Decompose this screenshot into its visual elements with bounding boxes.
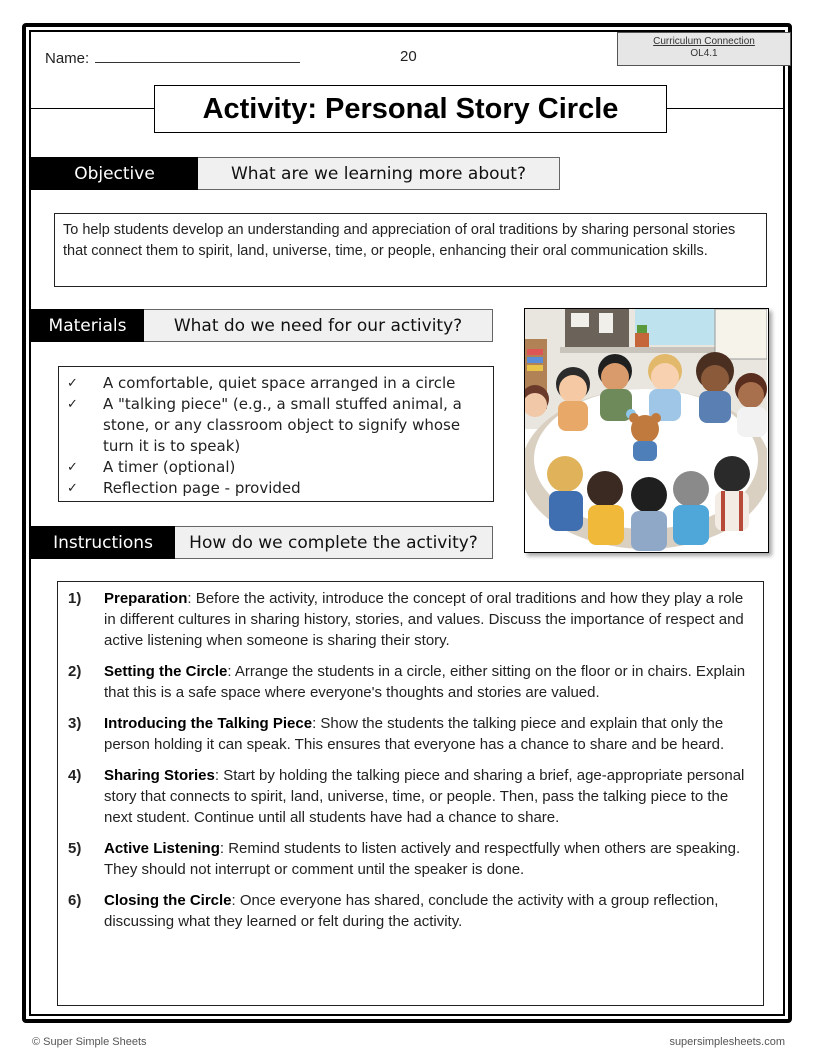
step-text: : Before the activity, introduce the concept of oral traditions and how they play a role in different cultures in sharing history, stories, and values. Discuss the importance of respect and active listening when someone is sharing their story. <box>104 590 744 649</box>
objective-question: What are we learning more about? <box>198 157 560 190</box>
instructions-header <box>31 526 493 559</box>
instruction-step <box>68 661 755 703</box>
checkmark-icon: ✓ <box>67 460 78 475</box>
step-title: Closing the Circle <box>104 892 232 909</box>
footer-website-link[interactable]: supersimplesheets.com <box>669 1036 785 1048</box>
step-number: 2) <box>68 663 82 680</box>
step-text: : Start by holding the talking piece and sharing a brief, age-appropriate personal story that connects to spirit, land, universe, time, or people. Then, pass the talking piece to the next student. Continue until all students have had a chance to share. <box>104 767 745 826</box>
step-text: : Once everyone has shared, conclude the activity with a group reflection, discussing what they learned or felt during the activity. <box>104 892 719 930</box>
step-number: 4) <box>68 767 82 784</box>
materials-item: ✓ A comfortable, quiet space arranged in a circle <box>67 374 456 392</box>
name-label: Name: <box>45 50 90 67</box>
curriculum-heading: Curriculum Connection <box>653 36 755 47</box>
instructions-question: How do we complete the activity? <box>175 526 493 559</box>
instructions-box <box>57 581 764 1006</box>
step-number: 1) <box>68 590 82 607</box>
step-text: : Remind students to listen actively and respectfully when others are speaking. They should not interrupt or comment until the speaker is done. <box>104 840 741 878</box>
step-title: Active Listening <box>104 840 220 857</box>
materials-tag: Materials <box>31 309 144 342</box>
step-title: Introducing the Talking Piece <box>104 715 313 732</box>
step-title: Sharing Stories <box>104 767 215 784</box>
checkmark-icon: ✓ <box>67 376 78 391</box>
step-number: 5) <box>68 840 82 857</box>
instruction-step <box>68 713 755 755</box>
materials-item: ✓ A timer (optional) <box>67 458 236 476</box>
footer-copyright: © Super Simple Sheets <box>32 1036 147 1048</box>
instruction-step <box>68 838 755 880</box>
materials-item: ✓ A "talking piece" (e.g., a small stuffed animal, a stone, or any classroom object to signify whose turn it is to speak) <box>67 395 462 455</box>
objective-text: To help students develop an understanding and appreciation of oral traditions by sharing personal stories that connect them to spirit, land, universe, time, or people, enhancing their oral communication skills. <box>63 222 736 259</box>
checkmark-icon: ✓ <box>67 397 78 412</box>
instructions-list <box>58 582 763 946</box>
materials-item: ✓ Reflection page - provided <box>67 479 301 497</box>
step-title: Setting the Circle <box>104 663 228 680</box>
instructions-tag: Instructions <box>31 526 175 559</box>
story-circle-illustration <box>524 308 769 553</box>
materials-header <box>31 309 493 342</box>
classroom-circle-image <box>525 309 767 551</box>
step-title: Preparation <box>104 590 188 607</box>
objective-header <box>31 157 560 190</box>
objective-tag: Objective <box>31 157 198 190</box>
curriculum-connection-box <box>617 32 791 66</box>
instruction-step <box>68 765 755 828</box>
step-text: : Show the students the talking piece and explain that only the person holding it can speak. This ensures that everyone has a chance to share and be heard. <box>104 715 725 753</box>
materials-box <box>58 366 494 502</box>
page-number: 20 <box>400 48 417 65</box>
step-number: 6) <box>68 892 82 909</box>
name-field[interactable] <box>45 48 300 67</box>
materials-question: What do we need for our activity? <box>144 309 493 342</box>
step-number: 3) <box>68 715 82 732</box>
step-text: : Arrange the students in a circle, either sitting on the floor or in chairs. Explain that this is a safe space where everyone's thoughts and stories are valued. <box>104 663 746 701</box>
instruction-step <box>68 588 755 651</box>
page-title: Activity: Personal Story Circle <box>154 85 667 133</box>
checkmark-icon: ✓ <box>67 481 78 496</box>
materials-list <box>59 367 493 503</box>
instruction-step <box>68 890 755 932</box>
curriculum-code: OL4.1 <box>690 48 718 59</box>
objective-box <box>54 213 767 287</box>
name-blank-line[interactable] <box>95 48 300 63</box>
